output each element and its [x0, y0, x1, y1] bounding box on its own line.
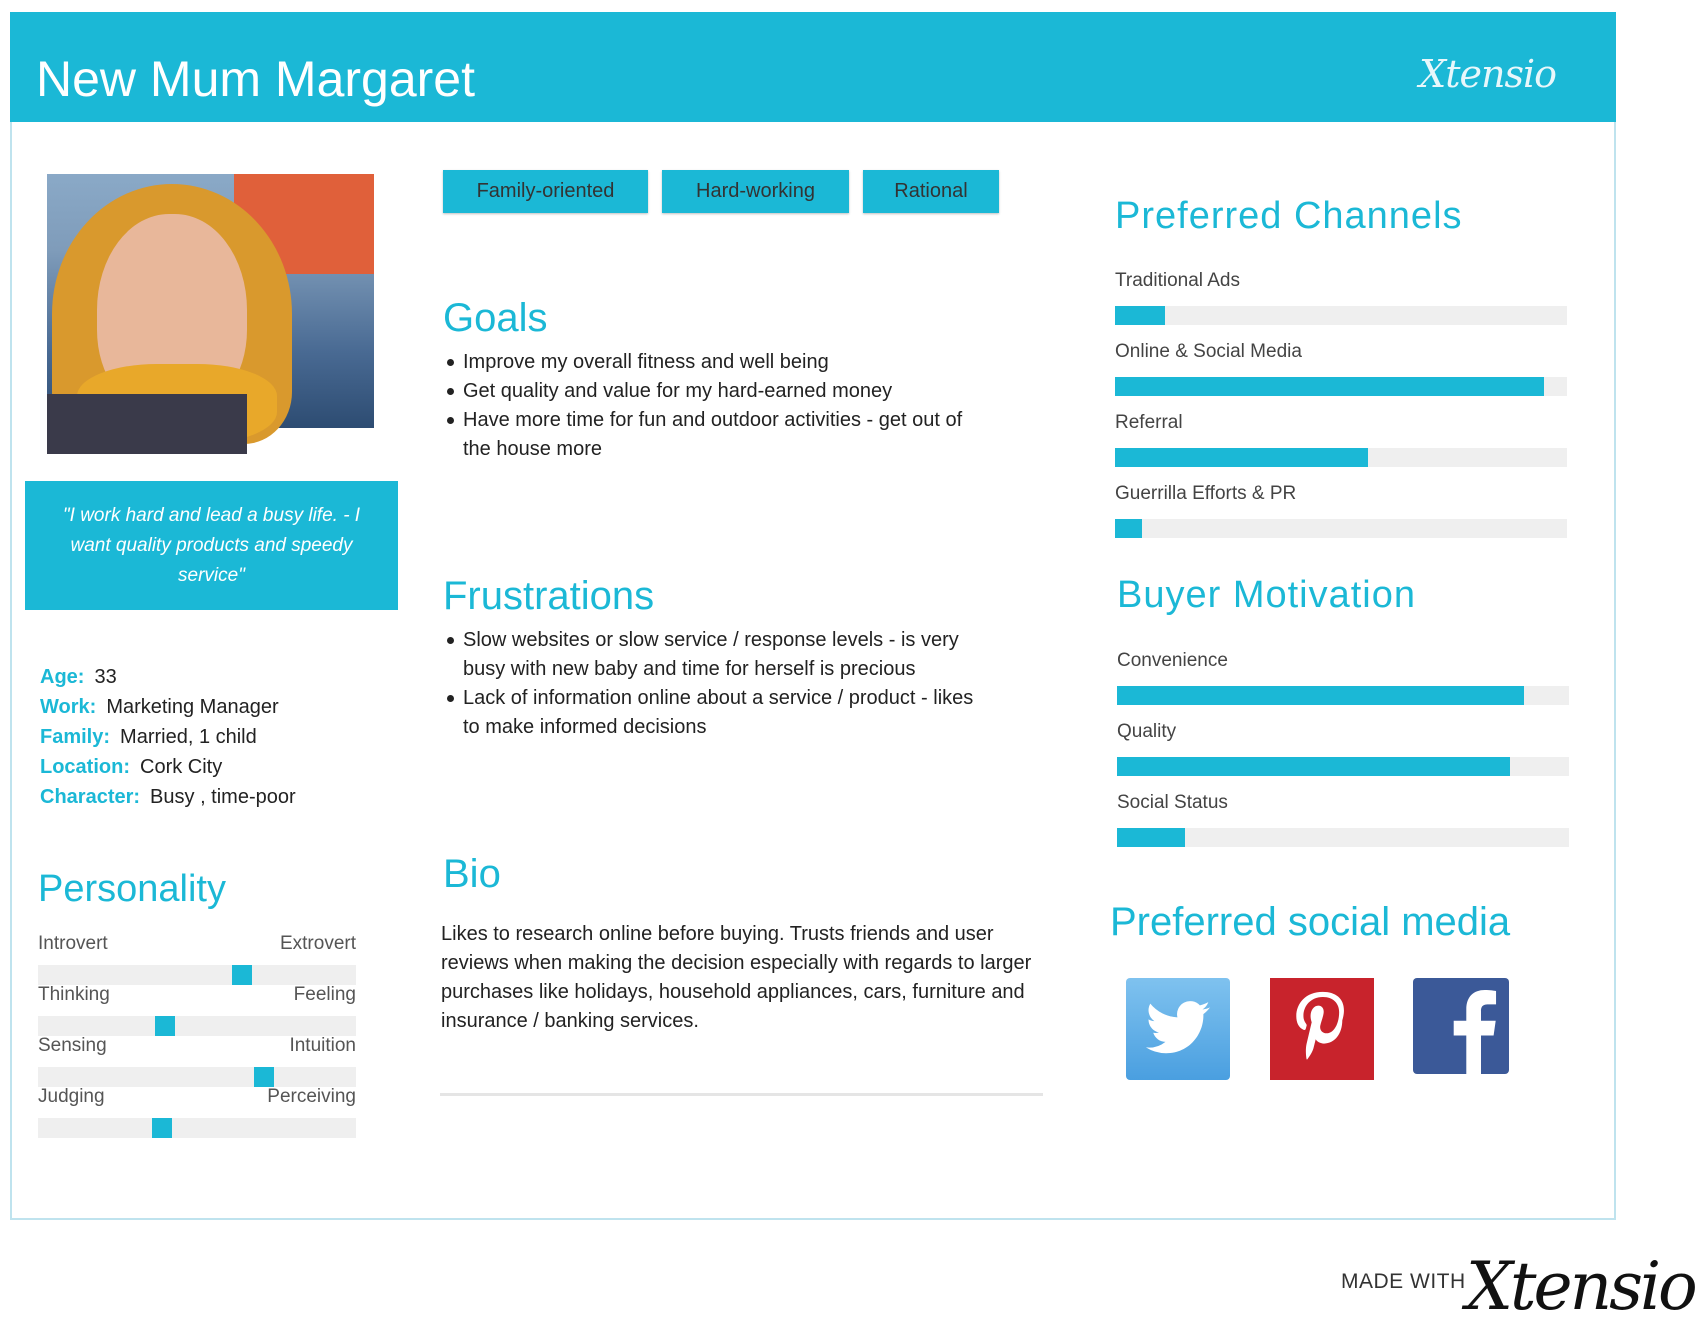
bio-divider — [440, 1093, 1043, 1096]
trait-left-label: Sensing — [38, 1035, 107, 1056]
trait-slider-knob[interactable] — [232, 965, 252, 985]
channel-bar-track — [1115, 448, 1567, 467]
goal-item: Have more time for fun and outdoor activities - get out of the house more — [445, 406, 985, 464]
channel-bar-fill — [1115, 377, 1544, 396]
goals-heading: Goals — [443, 296, 548, 340]
pinterest-icon[interactable] — [1270, 978, 1374, 1080]
persona-info — [40, 662, 296, 812]
motivation-bar-fill — [1117, 686, 1524, 705]
persona-photo — [47, 174, 374, 428]
motivation-bar-track — [1117, 757, 1569, 776]
personality-trait — [38, 1035, 356, 1087]
trait-left-label: Introvert — [38, 933, 108, 954]
channel-bar-track — [1115, 519, 1567, 538]
facebook-icon[interactable] — [1413, 978, 1509, 1074]
info-label: Work: — [40, 696, 97, 718]
trait-slider-track — [38, 1118, 356, 1138]
social-heading: Preferred social media — [1110, 900, 1511, 944]
made-with-label: MADE WITH — [1341, 1270, 1466, 1293]
trait-right-label: Intuition — [289, 1035, 356, 1056]
photo-coat — [47, 394, 247, 454]
tag-rational: Rational — [863, 170, 999, 213]
info-value: Marketing Manager — [106, 696, 279, 718]
trait-right-label: Feeling — [293, 984, 356, 1005]
page-title: New Mum Margaret — [36, 51, 475, 107]
personality-trait — [38, 933, 356, 985]
channels-heading: Preferred Channels — [1115, 195, 1463, 237]
motivation-bar-track — [1117, 686, 1569, 705]
frustration-item: Slow websites or slow service / response levels - is very busy with new baby and time for herself is precious — [445, 626, 990, 684]
info-row-family — [40, 722, 296, 752]
info-row-character — [40, 782, 296, 812]
persona-quote: "I work hard and lead a busy life. - I want quality products and speedy service" — [25, 481, 398, 610]
twitter-icon[interactable] — [1126, 978, 1230, 1080]
trait-left-label: Judging — [38, 1086, 105, 1107]
trait-right-label: Perceiving — [267, 1086, 356, 1107]
trait-slider-track — [38, 1067, 356, 1087]
info-value: Cork City — [140, 756, 223, 778]
tag-hard-working: Hard-working — [662, 170, 849, 213]
goal-item: Get quality and value for my hard-earned money — [445, 377, 985, 406]
motivation-label: Social Status — [1117, 792, 1228, 813]
info-row-location — [40, 752, 296, 782]
channel-bar-track — [1115, 306, 1567, 325]
channel-bar-fill — [1115, 448, 1368, 467]
info-value: Busy , time-poor — [150, 786, 296, 808]
motivation-bar-track — [1117, 828, 1569, 847]
info-label: Age: — [40, 666, 85, 688]
motivation-bars — [1117, 650, 1569, 863]
info-label: Character: — [40, 786, 141, 808]
bio-text: Likes to research online before buying. Trusts friends and user reviews when making the decision especially with regards to larger purchases like holidays, household appliances, cars, furniture and insurance / banking services. — [441, 923, 1032, 1032]
info-label: Family: — [40, 726, 111, 748]
personality-heading: Personality — [38, 868, 226, 910]
trait-left-label: Thinking — [38, 984, 110, 1005]
info-value: 33 — [94, 666, 117, 688]
motivation-label: Quality — [1117, 721, 1177, 742]
trait-tags — [443, 170, 999, 213]
trait-right-label: Extrovert — [279, 933, 356, 954]
motivation-bar-fill — [1117, 828, 1185, 847]
channel-label: Guerrilla Efforts & PR — [1115, 483, 1297, 504]
info-row-work — [40, 692, 296, 722]
info-label: Location: — [40, 756, 130, 778]
xtensio-logo[interactable]: Xtensio — [1419, 52, 1556, 96]
info-value: Married, 1 child — [120, 726, 257, 748]
channel-label: Referral — [1115, 412, 1183, 433]
bio-heading: Bio — [443, 852, 501, 896]
frustrations-list — [445, 626, 990, 742]
channel-bar-fill — [1115, 306, 1165, 325]
motivation-bar-fill — [1117, 757, 1510, 776]
channel-label: Traditional Ads — [1115, 270, 1240, 291]
goal-item: Improve my overall fitness and well being — [445, 348, 985, 377]
header-bar — [10, 12, 1616, 122]
personality-trait — [38, 984, 356, 1036]
tag-family-oriented: Family-oriented — [443, 170, 648, 213]
frustrations-heading: Frustrations — [443, 574, 655, 618]
trait-slider-track — [38, 965, 356, 985]
motivation-heading: Buyer Motivation — [1117, 574, 1417, 616]
info-row-age — [40, 662, 296, 692]
trait-slider-knob[interactable] — [155, 1016, 175, 1036]
trait-slider-knob[interactable] — [152, 1118, 172, 1138]
motivation-label: Convenience — [1117, 650, 1228, 671]
trait-slider-track — [38, 1016, 356, 1036]
personality-trait — [38, 1086, 356, 1138]
channel-bar-fill — [1115, 519, 1142, 538]
xtensio-footer-logo[interactable]: Xtensio — [1466, 1248, 1695, 1325]
channel-label: Online & Social Media — [1115, 341, 1302, 362]
trait-slider-knob[interactable] — [254, 1067, 274, 1087]
channel-bar-track — [1115, 377, 1567, 396]
channels-bars — [1115, 270, 1567, 554]
goals-list — [445, 348, 985, 464]
frustration-item: Lack of information online about a service / product - likes to make informed decisions — [445, 684, 990, 742]
